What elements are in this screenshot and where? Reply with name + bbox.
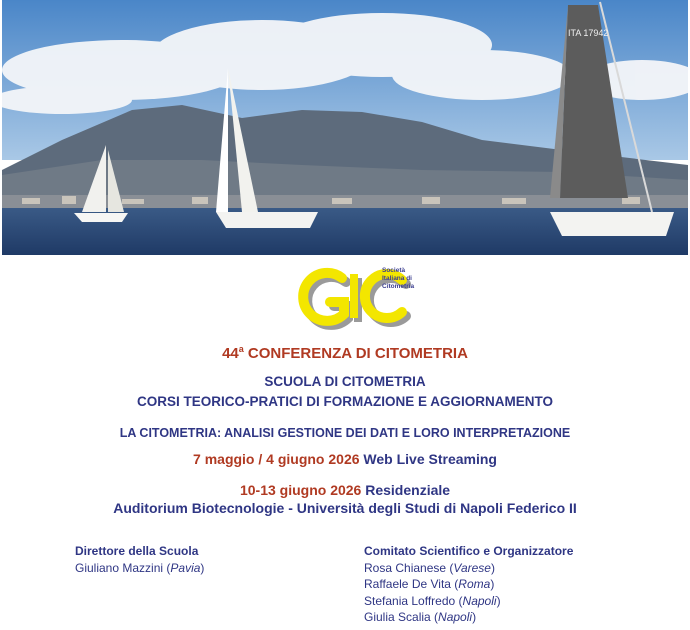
person-entry: Raffaele De Vita (Roma) — [364, 577, 495, 591]
person-name: Giuliano Mazzini — [75, 560, 164, 575]
person-city: Pavia — [170, 560, 201, 575]
conference-number: 44 — [222, 345, 239, 362]
logo-line: Società — [382, 267, 406, 274]
hero-photo-sailboats-vesuvius — [2, 0, 688, 255]
person-name: Rosa Chianese — [364, 560, 447, 575]
person-entry: Rosa Chianese (Varese) — [364, 560, 495, 575]
committee-section — [364, 543, 573, 626]
person-entry: Giulia Scalia (Napoli) — [364, 610, 477, 624]
person-entry: Stefania Loffredo (Napoli) — [364, 593, 501, 608]
person-name: Raffaele De Vita — [364, 577, 451, 591]
conference-title-text: CONFERENZA DI CITOMETRIA — [243, 345, 468, 362]
course-subtitle: LA CITOMETRIA: ANALISI GESTIONE DEI DATI E LORO INTERPRETAZIONE — [119, 426, 571, 440]
school-title: SCUOLA DI CITOMETRIA — [264, 374, 426, 389]
logo-line: Citometria — [382, 283, 415, 290]
director-section — [75, 543, 204, 576]
person-city: Napoli — [462, 593, 497, 608]
logo-caption — [382, 267, 432, 291]
streaming-dates-line — [0, 451, 690, 467]
person-entry: Giuliano Mazzini (Pavia) — [75, 560, 205, 575]
person-name: Stefania Loffredo — [364, 593, 456, 608]
residential-label: Residenziale — [361, 482, 451, 498]
streaming-label: Web Live Streaming — [359, 451, 497, 467]
director-heading: Direttore della Scuola — [75, 544, 199, 558]
person-city: Napoli — [438, 610, 473, 624]
conference-title — [0, 344, 690, 362]
person-name: Giulia Scalia — [364, 610, 431, 624]
logo-line: Italiana di — [382, 275, 412, 282]
residential-dates: 10-13 giugno 2026 — [239, 482, 362, 498]
courses-title: CORSI TEORICO-PRATICI DI FORMAZIONE E AGGIORNAMENTO — [136, 394, 553, 409]
residential-dates-line — [0, 482, 690, 498]
venue: Auditorium Biotecnologie - Università degli Studi di Napoli Federico II — [113, 500, 577, 516]
person-city: Varese — [453, 560, 491, 575]
person-city: Roma — [458, 577, 491, 591]
streaming-dates: 7 maggio / 4 giugno 2026 — [193, 451, 360, 467]
sail-number-text: ITA 17942 — [568, 28, 609, 38]
committee-heading: Comitato Scientifico e Organizzatore — [364, 544, 574, 558]
conference-superscript: a — [238, 344, 244, 354]
